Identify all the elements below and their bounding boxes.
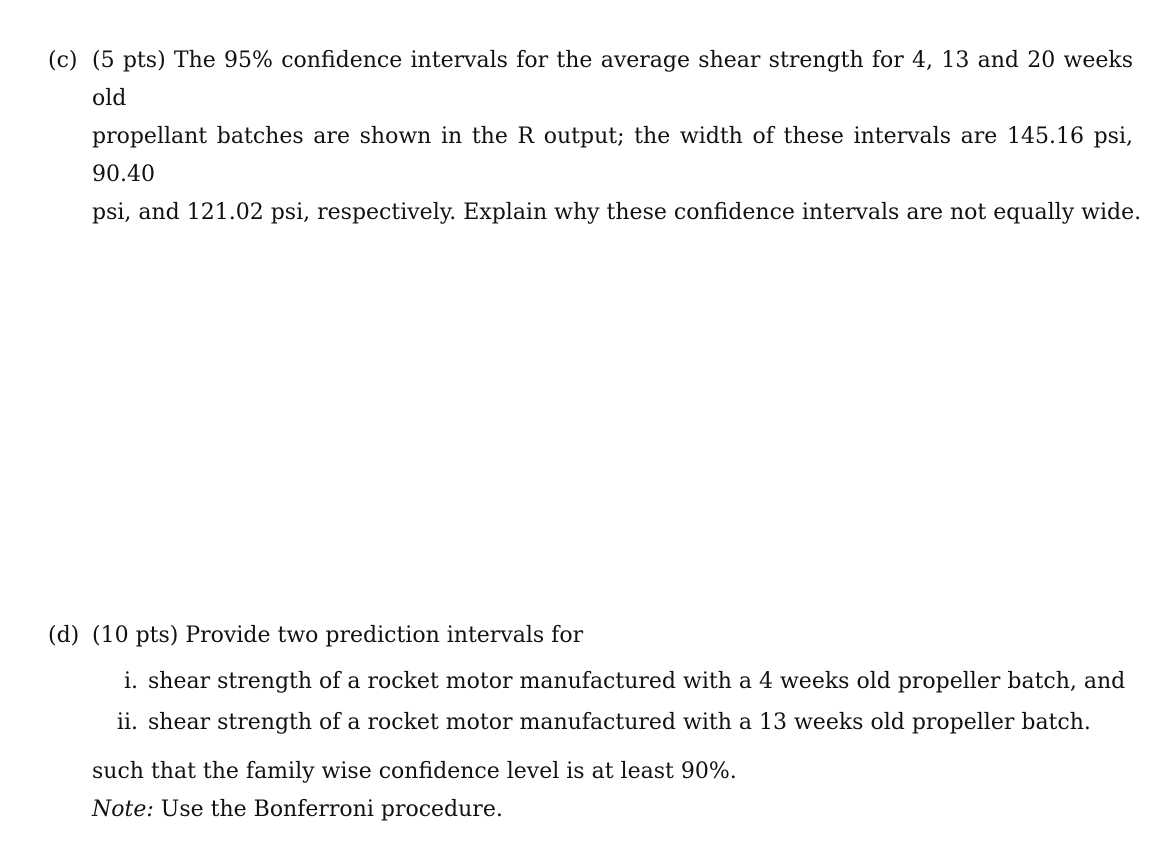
problem-c-line-3: psi, and 121.02 psi, respectively. Explain why these confidence intervals are not equally wide. [92, 200, 1142, 225]
list-item-label: ii. [116, 710, 138, 735]
problem-c-line-2: propellant batches are shown in the R output; the width of these intervals are 145.16 psi, 90.40 [92, 124, 1133, 187]
list-item-label: i. [123, 669, 138, 694]
problem-d [48, 617, 1133, 822]
problem-d-note [92, 791, 737, 829]
list-item [104, 663, 1134, 704]
note-label: Note: [92, 797, 154, 822]
problem-c-line-1: (5 pts) The 95% confidence intervals for the average shear strength for 4, 13 and 20 weeks old [92, 48, 1133, 111]
problem-d-sublist [104, 663, 1134, 745]
problem-d-intro: (10 pts) Provide two prediction intervals for [92, 623, 584, 648]
problem-d-trailer: such that the family wise confidence level is at least 90%. [92, 759, 737, 784]
list-item [104, 704, 1134, 745]
problem-d-label: (d) [48, 623, 80, 648]
list-item-text: shear strength of a rocket motor manufactured with a 4 weeks old propeller batch, and [148, 669, 1126, 694]
note-text: Use the Bonferroni procedure. [160, 797, 503, 822]
problem-c [48, 42, 1142, 232]
problem-c-text [92, 42, 1142, 232]
list-item-text: shear strength of a rocket motor manufactured with a 13 weeks old propeller batch. [148, 710, 1091, 735]
problem-c-label: (c) [48, 48, 78, 73]
problem-d-trailer-block [92, 753, 737, 829]
